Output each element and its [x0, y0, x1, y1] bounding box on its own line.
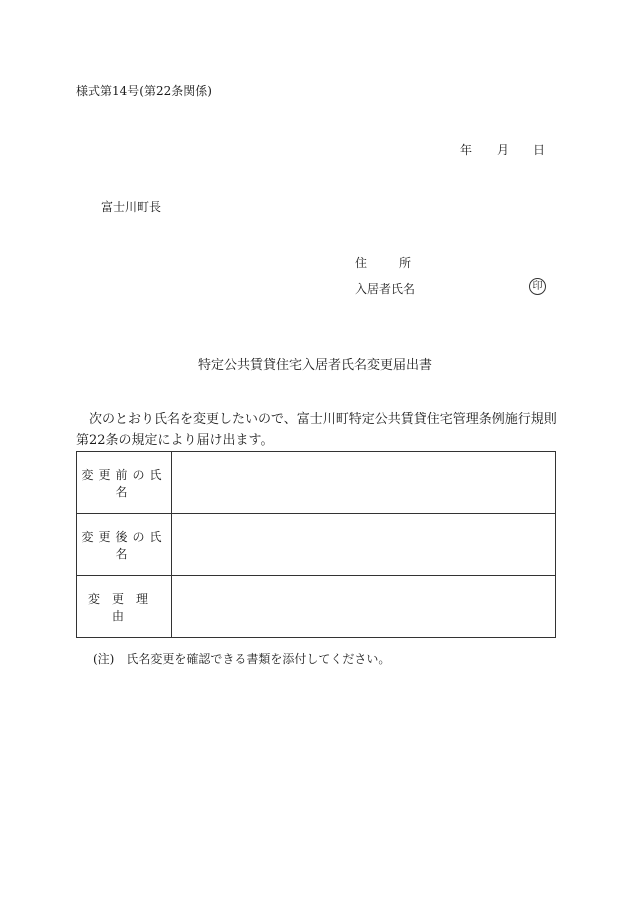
row-label-before-name: 変更前の氏名 [77, 452, 172, 514]
date-year-label: 年 [460, 143, 473, 157]
body-text: 次のとおり氏名を変更したいので、富士川町特定公共賃貸住宅管理条例施行規則第22条の規定により届け出ます。 [76, 412, 557, 448]
table-row [77, 514, 556, 576]
note-prefix: (注) [93, 652, 115, 666]
resident-name-label: 入居者氏名 [355, 282, 416, 296]
address-label-char-2: 所 [399, 256, 412, 270]
seal-mark: 印 [529, 278, 546, 295]
date-month-label: 月 [497, 143, 510, 157]
note [93, 650, 390, 667]
date-day-label: 日 [533, 143, 546, 157]
row-label-reason: 変更理由 [77, 576, 172, 638]
addressee: 富士川町長 [101, 200, 162, 214]
change-form-table [76, 451, 556, 638]
row-label-after-name: 変更後の氏名 [77, 514, 172, 576]
address-label [355, 254, 411, 271]
reason-field[interactable] [172, 576, 556, 638]
document-title: 特定公共賃貸住宅入居者氏名変更届出書 [197, 358, 432, 373]
after-name-field[interactable] [172, 514, 556, 576]
note-text: 氏名変更を確認できる書類を添付してください。 [126, 652, 391, 666]
before-name-field[interactable] [172, 452, 556, 514]
table-row [77, 452, 556, 514]
address-label-char-1: 住 [355, 256, 368, 270]
table-row [77, 576, 556, 638]
form-number: 様式第14号(第22条関係) [76, 84, 212, 98]
